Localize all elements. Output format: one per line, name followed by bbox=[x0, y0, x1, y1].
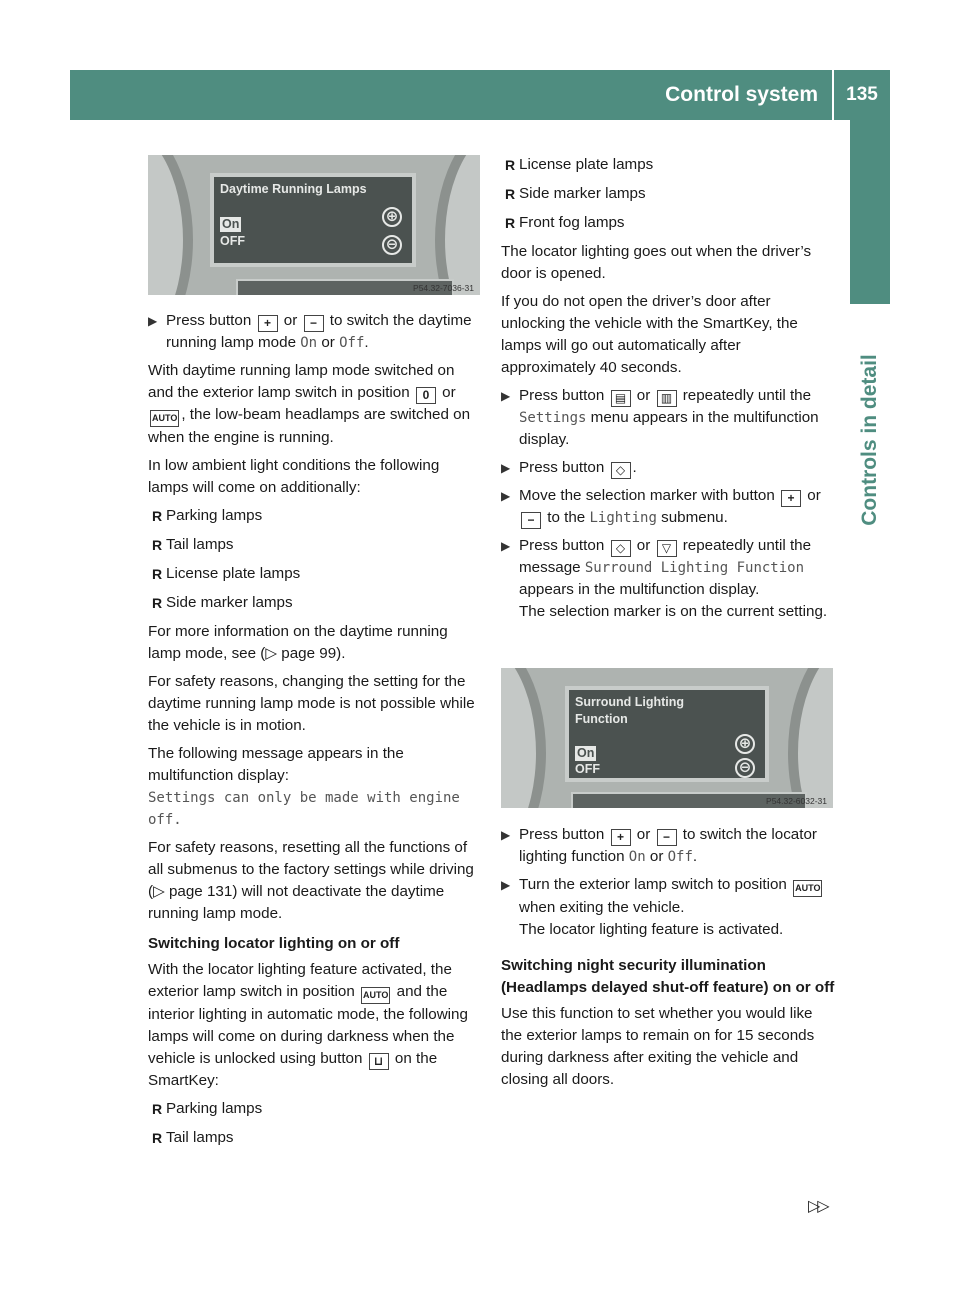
minus-key-icon: − bbox=[657, 829, 677, 846]
bullet-icon: R bbox=[152, 566, 163, 582]
display-message: Surround Lighting Function bbox=[584, 560, 805, 576]
unlock-key-icon: ⊔ bbox=[369, 1053, 389, 1070]
instruction-step: ▶ Press button ▤ or ▥ repeatedly until the Settings menu appears in the multifunction display. bbox=[501, 387, 819, 448]
paragraph: If you do not open the driver’s door after unlocking the vehicle with the SmartKey, the lamps will go out automatically after approximately 40 seconds. bbox=[501, 293, 798, 376]
bullet-icon: R bbox=[152, 508, 163, 524]
up-key-icon: ◇ bbox=[611, 462, 631, 479]
auto-position-icon: AUTO bbox=[361, 987, 390, 1004]
daytime-running-lamps-figure bbox=[148, 155, 480, 295]
lamp-list bbox=[148, 1098, 483, 1149]
bullet-icon: R bbox=[505, 186, 516, 202]
instruction-step: ▶ Press button ◇ or ▽ repeatedly until the message Surround Lighting Function appears in the multifunction display. The selection marker is on the current setting. bbox=[501, 537, 828, 620]
list-item bbox=[148, 563, 483, 585]
display-text-off: Off bbox=[667, 849, 693, 865]
bullet-icon: R bbox=[505, 215, 516, 231]
down-key-icon: ▽ bbox=[657, 540, 677, 557]
left-gauge bbox=[501, 668, 546, 808]
back-key-icon: ▤ bbox=[611, 390, 631, 407]
paragraph: The following message appears in the multifunction display: Settings can only be made with engine off. bbox=[148, 745, 460, 828]
list-item bbox=[148, 505, 483, 527]
instruction-step bbox=[148, 310, 483, 354]
display-text-on: On bbox=[300, 335, 318, 351]
page-reference-link[interactable]: ▷ page 99 bbox=[265, 645, 337, 662]
surround-lighting-figure bbox=[501, 668, 833, 808]
list-item bbox=[148, 1127, 483, 1149]
instruction-step: ▶ Press button + or − to switch the locator lighting function On or Off. bbox=[501, 826, 817, 865]
right-gauge bbox=[435, 155, 480, 295]
list-item-text: Tail lamps bbox=[166, 536, 234, 553]
list-item-text: License plate lamps bbox=[519, 156, 654, 173]
paragraph: With the locator lighting feature activated, the exterior lamp switch in position AUTO and the interior lighting in automatic mode, the following lamps will come on during darkness when the vehicle is unlocked using button ⊔ on the SmartKey: bbox=[148, 961, 468, 1089]
list-item-text: Side marker lamps bbox=[519, 185, 646, 202]
side-tab bbox=[850, 120, 890, 304]
paragraph: With daytime running lamp mode switched on and the exterior lamp switch in position 0 or AUTO , the low-beam headlamps are switched on when the engine is running. bbox=[148, 362, 471, 446]
list-item bbox=[501, 183, 836, 205]
figure-reference: P54.32-7036-31 bbox=[413, 283, 474, 293]
section-heading: Switching locator lighting on or off bbox=[148, 935, 400, 952]
zero-position-icon: 0 bbox=[416, 387, 436, 404]
display-option-off: OFF bbox=[220, 234, 245, 248]
list-item-text: Side marker lamps bbox=[166, 594, 293, 611]
lamp-list bbox=[148, 505, 483, 614]
right-column bbox=[501, 148, 836, 629]
step-arrow-icon: ▶ bbox=[501, 489, 511, 503]
multifunction-display bbox=[565, 686, 769, 782]
paragraph: For safety reasons, changing the setting for the daytime running lamp mode is not possible while the vehicle is in motion. bbox=[148, 673, 475, 734]
plus-key-icon: + bbox=[611, 829, 631, 846]
chapter-title: Control system bbox=[665, 83, 818, 106]
up-key-icon: ◇ bbox=[611, 540, 631, 557]
section-side-label: Controls in detail bbox=[858, 354, 881, 526]
minus-icon: ⊖ bbox=[382, 235, 402, 255]
right-column-lower bbox=[501, 824, 836, 1097]
paragraph: Use this function to set whether you would like the exterior lamps to remain on for 15 seconds during darkness after exiting the vehicle and closing all doors. bbox=[501, 1005, 815, 1088]
list-item-text: Front fog lamps bbox=[519, 214, 625, 231]
text: . bbox=[364, 334, 369, 351]
paragraph: The locator lighting goes out when the driver’s door is opened. bbox=[501, 243, 812, 282]
display-text-off: Off bbox=[339, 335, 365, 351]
figure-reference: P54.32-6032-31 bbox=[766, 796, 827, 806]
text: or bbox=[321, 334, 335, 351]
continue-arrow-icon: ▷▷ bbox=[808, 1198, 827, 1215]
right-gauge bbox=[788, 668, 833, 808]
page-reference-link[interactable]: ▷ page 131 bbox=[153, 883, 233, 900]
bullet-icon: R bbox=[505, 157, 516, 173]
paragraph: For more information on the daytime running lamp mode, see (▷ page 99). bbox=[148, 623, 448, 662]
instruction-step: ▶ Turn the exterior lamp switch to position AUTO when exiting the vehicle. The locator lighting feature is activated. bbox=[501, 876, 821, 938]
list-item-text: Parking lamps bbox=[166, 507, 263, 524]
bullet-icon: R bbox=[152, 595, 163, 611]
menu-name: Lighting bbox=[589, 510, 657, 526]
bullet-icon: R bbox=[152, 537, 163, 553]
display-option-on: On bbox=[577, 746, 595, 760]
auto-position-icon: AUTO bbox=[150, 410, 179, 427]
list-item bbox=[501, 154, 836, 176]
plus-key-icon: + bbox=[258, 315, 278, 332]
page-header bbox=[70, 70, 890, 120]
bullet-icon: R bbox=[152, 1101, 163, 1117]
list-item-text: Parking lamps bbox=[166, 1100, 263, 1117]
step-arrow-icon: ▶ bbox=[501, 539, 511, 553]
page-number: 135 bbox=[846, 84, 878, 105]
display-option-on: On bbox=[222, 217, 240, 231]
list-item bbox=[148, 1098, 483, 1120]
step-arrow-icon: ▶ bbox=[501, 828, 511, 842]
menu-name: Settings bbox=[519, 410, 587, 426]
plus-icon: ⊕ bbox=[382, 207, 402, 227]
paragraph: In low ambient light conditions the following lamps will come on additionally: bbox=[148, 457, 440, 496]
list-item bbox=[148, 534, 483, 556]
plus-icon: ⊕ bbox=[735, 734, 755, 754]
list-item bbox=[148, 592, 483, 614]
step-arrow-icon: ▶ bbox=[501, 878, 511, 892]
display-title: Surround Lighting Function bbox=[575, 695, 685, 726]
step-arrow-icon: ▶ bbox=[501, 461, 511, 475]
paragraph: For safety reasons, resetting all the functions of all submenus to the factory settings while driving (▷ page 131) will not deactivate the daytime running lamp mode. bbox=[148, 839, 474, 922]
instruction-step: ▶ Press button ◇ . bbox=[501, 459, 637, 477]
left-column bbox=[148, 310, 483, 1156]
step-arrow-icon: ▶ bbox=[148, 314, 158, 328]
display-title: Daytime Running Lamps bbox=[220, 182, 367, 196]
text: Press button bbox=[166, 312, 252, 329]
multifunction-display bbox=[210, 173, 416, 267]
forward-key-icon: ▥ bbox=[657, 390, 677, 407]
bullet-icon: R bbox=[152, 1130, 163, 1146]
list-item-text: License plate lamps bbox=[166, 565, 301, 582]
display-text-on: On bbox=[628, 849, 646, 865]
minus-key-icon: − bbox=[521, 512, 541, 529]
lamp-list bbox=[501, 154, 836, 234]
text: to switch the daytime running lamp mode bbox=[166, 312, 472, 351]
left-gauge bbox=[148, 155, 193, 295]
list-item bbox=[501, 212, 836, 234]
display-option-off: OFF bbox=[575, 762, 600, 776]
step-arrow-icon: ▶ bbox=[501, 389, 511, 403]
minus-key-icon: − bbox=[304, 315, 324, 332]
minus-icon: ⊖ bbox=[735, 758, 755, 778]
text: or bbox=[283, 312, 298, 329]
plus-key-icon: + bbox=[781, 490, 801, 507]
display-message: Settings can only be made with engine off. bbox=[148, 790, 460, 828]
section-heading: Switching night security illumination (Headlamps delayed shut-off feature) on or off bbox=[501, 957, 835, 996]
list-item-text: Tail lamps bbox=[166, 1129, 234, 1146]
auto-position-icon: AUTO bbox=[793, 880, 822, 897]
instruction-step: ▶ Move the selection marker with button + or − to the Lighting submenu. bbox=[501, 487, 821, 527]
